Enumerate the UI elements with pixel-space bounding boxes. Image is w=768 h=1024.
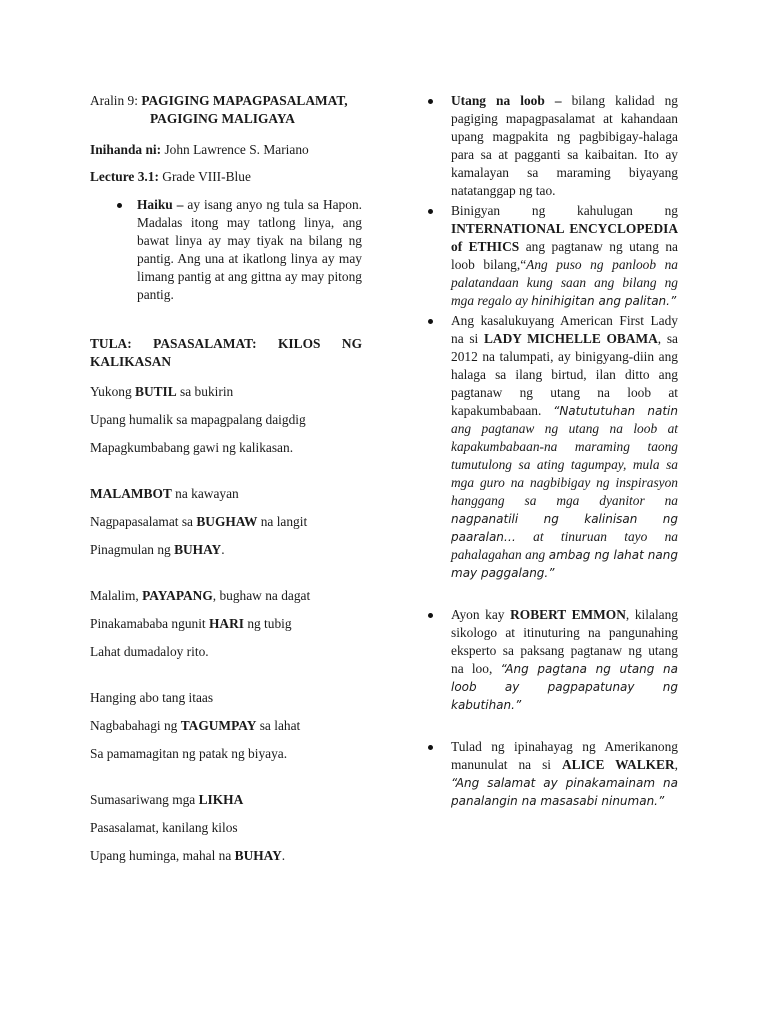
obama-bullet xyxy=(451,312,678,582)
poem-line-emphasis: HARI xyxy=(209,616,244,631)
poem-line-text: Yukong xyxy=(90,384,136,399)
poem-line xyxy=(90,791,362,809)
right-column xyxy=(451,92,678,810)
poem-line-text: Upang humalik sa mapagpalang daigdig xyxy=(90,412,306,427)
utang-text: bilang kalidad ng pagiging mapagpasalamat at kahandaan upang magpakita ng pagbibigay-halaga para sa at pagganti sa kaibaitan. Ito ay kamalayan sa maraming biyayang natatanggap ng tao. xyxy=(451,93,678,198)
prepared-label: Inihanda ni: xyxy=(90,142,162,157)
lesson-title-line2 xyxy=(90,110,362,128)
prepared-value: John Lawrence S. Mariano xyxy=(161,142,309,157)
left-column xyxy=(90,92,362,865)
poem-line-emphasis: BUGHAW xyxy=(196,514,258,529)
utang-bullet xyxy=(451,92,678,200)
bullet-icon xyxy=(428,209,433,214)
poem-line-text-end: , bughaw na dagat xyxy=(212,588,311,603)
poem-line xyxy=(90,439,362,457)
poem-line-text-end: na kawayan xyxy=(171,486,239,501)
poem-line xyxy=(90,411,362,429)
poem-stanza xyxy=(90,689,362,763)
obama-quote-body: ang pagtanaw ng utang na loob at kapakumbabaan-na maraming taong tumutulong sa ating tagumpay, mula sa mga guro na nagbibigay ng inspirasyon hanggang sa mga dyanitor na xyxy=(451,421,678,508)
poem-line-emphasis: LIKHA xyxy=(198,792,244,807)
lecture-value: Grade VIII-Blue xyxy=(158,169,251,184)
poem-line xyxy=(90,643,362,661)
poem-line-text: Pinakamababa ngunit xyxy=(90,616,209,631)
walker-post: , xyxy=(674,757,679,772)
poem-line-text-end: . xyxy=(281,848,286,863)
obama-quote-start: “Natututuhan natin xyxy=(553,404,678,418)
poem-stanza xyxy=(90,791,362,865)
haiku-bullet xyxy=(137,196,362,304)
bullet-icon xyxy=(428,613,433,618)
poem-line xyxy=(90,615,362,633)
prepared-by xyxy=(90,141,362,159)
poem-line xyxy=(90,541,362,559)
poem-line-text: Sa pamamagitan ng patak ng biyaya. xyxy=(90,746,288,761)
poem-line xyxy=(90,587,362,605)
walker-bullet xyxy=(451,738,678,810)
poem-line-text-end: na langit xyxy=(257,514,308,529)
poem-line xyxy=(90,819,362,837)
haiku-definition: ay isang anyo ng tula sa Hapon. Madalas itong may tatlong linya, ang bawat linya ay may tiyak na bilang ng pantig. Ang una at ikatlong linya ay may limang pantig at ang gittna ay may pitong pantig. xyxy=(137,197,362,302)
bullet-icon xyxy=(428,745,433,750)
poem-line-text: Hanging abo tang itaas xyxy=(90,690,214,705)
poem-line-text: Pasasalamat, kanilang kilos xyxy=(90,820,238,835)
bullet-icon xyxy=(428,319,433,324)
lecture-info xyxy=(90,168,362,186)
lecture-label: Lecture 3.1: xyxy=(90,169,159,184)
emmon-pre: Ayon kay xyxy=(451,607,511,622)
encyclopedia-name: INTERNATIONAL ENCYCLOPEDIA of ETHICS xyxy=(451,221,678,254)
poem-line xyxy=(90,513,362,531)
walker-quote: “Ang salamat ay pinakamainam na panalangin na masasabi ninuman.” xyxy=(451,776,678,808)
lesson-title-line1 xyxy=(90,92,362,110)
poem-line-emphasis: BUTIL xyxy=(135,384,177,399)
poem-line-text: Sumasariwang mga xyxy=(90,792,199,807)
haiku-term: Haiku – xyxy=(137,197,184,212)
poem-line xyxy=(90,689,362,707)
poem-line-text: Lahat dumadaloy rito. xyxy=(90,644,209,659)
walker-name: ALICE WALKER xyxy=(561,757,675,772)
obama-name: LADY MICHELLE OBAMA xyxy=(483,331,658,346)
poem-line-emphasis: BUHAY xyxy=(174,542,222,557)
encyclopedia-quote-end: hinihigitan ang palitan.” xyxy=(531,294,677,308)
poem-line xyxy=(90,745,362,763)
poem-line-text-end: . xyxy=(221,542,225,557)
aralin-prefix: Aralin 9: xyxy=(90,93,142,108)
poem-line-emphasis: PAYAPANG xyxy=(142,588,213,603)
encyclopedia-pre: Binigyan ng kahulugan ng xyxy=(451,203,678,218)
lesson-title: PAGIGING MAPAGPASALAMAT, xyxy=(141,93,348,108)
emmon-quote: “Ang pagtana ng utang na loob ay pagpapatunay ng kabutihan.” xyxy=(451,662,679,712)
poem-stanza xyxy=(90,485,362,559)
poem-line-emphasis: BUHAY xyxy=(234,848,282,863)
encyclopedia-bullet xyxy=(451,202,678,310)
poem-stanza xyxy=(90,383,362,457)
obama-quote-body2: at tinuruan tayo na pahalagahan ang xyxy=(451,529,678,562)
poem-line-emphasis: TAGUMPAY xyxy=(180,718,257,733)
poem-stanza xyxy=(90,587,362,661)
poem-line-text: Mapagkumbabang gawi ng kalikasan. xyxy=(90,440,294,455)
poem-line xyxy=(90,717,362,735)
poem-line-text-end: ng tubig xyxy=(243,616,292,631)
poem-line xyxy=(90,485,362,503)
poem-line-emphasis: MALAMBOT xyxy=(90,486,172,501)
poem-title: TULA: PASASALAMAT: KILOS NG KALIKASAN xyxy=(90,336,362,369)
poem-line-text: Malalim, xyxy=(90,588,143,603)
emmon-post: , kilalang sikologo at itinuturing na pangunahing eksperto sa paksang pagtanaw ng utang na loo, xyxy=(451,607,678,676)
poem-body xyxy=(90,383,362,865)
poem-line-text: Nagbabahagi ng xyxy=(90,718,181,733)
bullet-icon xyxy=(428,99,433,104)
poem-line-text: Pinagmulan ng xyxy=(90,542,175,557)
poem-line-text: Nagpapasalamat sa xyxy=(90,514,197,529)
obama-post: , sa 2012 na talumpati, ay binigyang-diin ang halaga sa ilang birtud, ilan ditto ang pagtanaw ng utang na loob at kapakumbabaan. xyxy=(451,331,678,418)
bullet-icon xyxy=(117,203,122,208)
poem-line xyxy=(90,847,362,865)
obama-quote-school: nagpanatili ng kalinisan ng paaralan… xyxy=(451,512,678,544)
poem-line-text: Upang huminga, mahal na xyxy=(90,848,235,863)
lesson-subtitle: PAGIGING MALIGAYA xyxy=(150,111,295,126)
emmon-bullet xyxy=(451,606,678,714)
poem-line xyxy=(90,383,362,401)
obama-pre: Ang kasalukuyang American First Lady na si xyxy=(451,313,678,346)
encyclopedia-quote: Ang puso ng panloob na palatandaan kung saan ang bilang ng mga regalo ay xyxy=(451,257,679,308)
obama-quote-end: ambag ng lahat nang may paggalang.” xyxy=(451,548,678,580)
poem-line-text-end: sa bukirin xyxy=(176,384,234,399)
encyclopedia-post: ang pagtanaw ng utang na loob bilang,“ xyxy=(451,239,678,272)
emmon-name: ROBERT EMMON xyxy=(510,607,626,622)
walker-pre: Tulad ng ipinahayag ng Amerikanong manunulat na si xyxy=(451,739,678,772)
utang-term: Utang na loob – xyxy=(451,93,562,108)
poem-line-text-end: sa lahat xyxy=(256,718,301,733)
